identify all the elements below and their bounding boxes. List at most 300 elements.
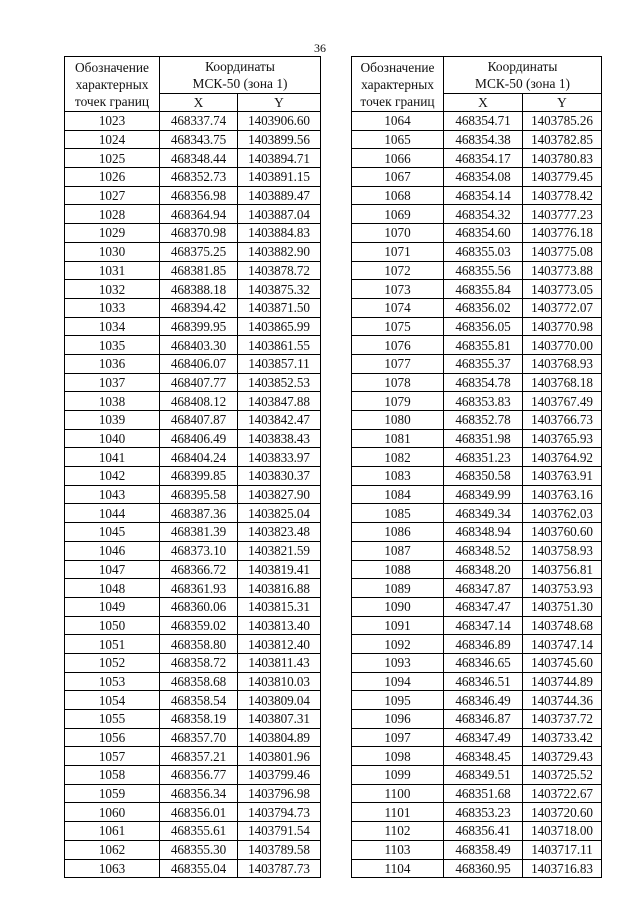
y-coordinate-cell: 1403766.73 [523, 411, 602, 430]
table-row [352, 261, 602, 280]
point-id-cell: 1070 [352, 224, 444, 243]
y-coordinate-cell: 1403780.83 [523, 149, 602, 168]
y-coordinate-cell: 1403744.89 [523, 672, 602, 691]
x-coordinate-cell: 468349.51 [444, 766, 523, 785]
point-id-cell: 1083 [352, 467, 444, 486]
y-coordinate-cell: 1403811.43 [238, 653, 321, 672]
table-row [65, 579, 321, 598]
point-id-cell: 1026 [65, 168, 160, 187]
x-coordinate-cell: 468406.49 [160, 429, 238, 448]
y-coordinate-cell: 1403772.07 [523, 298, 602, 317]
point-id-cell: 1032 [65, 280, 160, 299]
y-coordinate-cell: 1403785.26 [523, 112, 602, 131]
point-id-cell: 1024 [65, 130, 160, 149]
x-coordinate-cell: 468348.20 [444, 560, 523, 579]
y-coordinate-cell: 1403865.99 [238, 317, 321, 336]
header-name-line: точек границ [360, 93, 435, 109]
point-id-cell: 1092 [352, 635, 444, 654]
x-coordinate-cell: 468350.58 [444, 467, 523, 486]
point-id-cell: 1104 [352, 859, 444, 878]
x-coordinate-cell: 468347.14 [444, 616, 523, 635]
y-coordinate-cell: 1403763.91 [523, 467, 602, 486]
y-coordinate-cell: 1403720.60 [523, 803, 602, 822]
point-id-cell: 1052 [65, 653, 160, 672]
point-id-cell: 1073 [352, 280, 444, 299]
table-row [65, 784, 321, 803]
x-coordinate-cell: 468349.99 [444, 485, 523, 504]
y-coordinate-cell: 1403823.48 [238, 523, 321, 542]
x-coordinate-cell: 468395.58 [160, 485, 238, 504]
point-id-cell: 1103 [352, 840, 444, 859]
table-row [65, 672, 321, 691]
y-coordinate-cell: 1403894.71 [238, 149, 321, 168]
point-id-cell: 1056 [65, 728, 160, 747]
x-coordinate-cell: 468356.41 [444, 822, 523, 841]
table-row [352, 635, 602, 654]
x-coordinate-cell: 468359.02 [160, 616, 238, 635]
point-id-cell: 1095 [352, 691, 444, 710]
y-coordinate-cell: 1403871.50 [238, 298, 321, 317]
x-coordinate-cell: 468354.08 [444, 168, 523, 187]
point-id-cell: 1071 [352, 242, 444, 261]
x-coordinate-cell: 468354.14 [444, 186, 523, 205]
y-coordinate-cell: 1403906.60 [238, 112, 321, 131]
x-coordinate-cell: 468394.42 [160, 298, 238, 317]
table-row [352, 242, 602, 261]
point-id-cell: 1027 [65, 186, 160, 205]
table-row [352, 186, 602, 205]
point-id-cell: 1093 [352, 653, 444, 672]
point-id-cell: 1050 [65, 616, 160, 635]
point-id-cell: 1055 [65, 710, 160, 729]
x-coordinate-cell: 468355.37 [444, 354, 523, 373]
point-id-cell: 1066 [352, 149, 444, 168]
point-id-cell: 1085 [352, 504, 444, 523]
point-id-cell: 1074 [352, 298, 444, 317]
x-coordinate-cell: 468407.87 [160, 411, 238, 430]
table-row [352, 859, 602, 878]
point-id-cell: 1031 [65, 261, 160, 280]
y-coordinate-cell: 1403882.90 [238, 242, 321, 261]
y-coordinate-cell: 1403768.18 [523, 373, 602, 392]
point-id-cell: 1054 [65, 691, 160, 710]
table-row [352, 523, 602, 542]
x-coordinate-cell: 468355.04 [160, 859, 238, 878]
table-row [65, 392, 321, 411]
point-id-cell: 1041 [65, 448, 160, 467]
table-row [352, 448, 602, 467]
table-row [352, 710, 602, 729]
table-row [352, 747, 602, 766]
y-coordinate-cell: 1403756.81 [523, 560, 602, 579]
table-row [352, 766, 602, 785]
header-name-line: Обозначение [75, 59, 149, 75]
x-coordinate-cell: 468356.34 [160, 784, 238, 803]
point-id-cell: 1063 [65, 859, 160, 878]
x-coordinate-cell: 468355.61 [160, 822, 238, 841]
x-coordinate-cell: 468348.44 [160, 149, 238, 168]
y-coordinate-cell: 1403816.88 [238, 579, 321, 598]
table-row [65, 448, 321, 467]
point-id-cell: 1053 [65, 672, 160, 691]
table-row [65, 616, 321, 635]
x-coordinate-cell: 468343.75 [160, 130, 238, 149]
point-id-cell: 1045 [65, 523, 160, 542]
table-row [352, 336, 602, 355]
x-coordinate-cell: 468381.39 [160, 523, 238, 542]
coordinates-table-left [64, 56, 321, 878]
header-y: Y [523, 94, 602, 112]
table-row [65, 859, 321, 878]
x-coordinate-cell: 468354.71 [444, 112, 523, 131]
y-coordinate-cell: 1403789.58 [238, 840, 321, 859]
point-id-cell: 1082 [352, 448, 444, 467]
table-row [65, 635, 321, 654]
point-id-cell: 1087 [352, 541, 444, 560]
y-coordinate-cell: 1403838.43 [238, 429, 321, 448]
x-coordinate-cell: 468351.98 [444, 429, 523, 448]
y-coordinate-cell: 1403744.36 [523, 691, 602, 710]
point-id-cell: 1025 [65, 149, 160, 168]
point-id-cell: 1072 [352, 261, 444, 280]
x-coordinate-cell: 468352.78 [444, 411, 523, 430]
table-row [352, 205, 602, 224]
table-row [352, 504, 602, 523]
table-row [65, 467, 321, 486]
y-coordinate-cell: 1403813.40 [238, 616, 321, 635]
table-row [352, 280, 602, 299]
table-row [65, 747, 321, 766]
y-coordinate-cell: 1403819.41 [238, 560, 321, 579]
y-coordinate-cell: 1403716.83 [523, 859, 602, 878]
y-coordinate-cell: 1403857.11 [238, 354, 321, 373]
y-coordinate-cell: 1403770.00 [523, 336, 602, 355]
y-coordinate-cell: 1403825.04 [238, 504, 321, 523]
x-coordinate-cell: 468356.02 [444, 298, 523, 317]
x-coordinate-cell: 468346.51 [444, 672, 523, 691]
point-id-cell: 1038 [65, 392, 160, 411]
header-coordinates [160, 57, 321, 94]
table-row [65, 261, 321, 280]
point-id-cell: 1079 [352, 392, 444, 411]
y-coordinate-cell: 1403778.42 [523, 186, 602, 205]
table-row [352, 392, 602, 411]
y-coordinate-cell: 1403751.30 [523, 597, 602, 616]
x-coordinate-cell: 468346.87 [444, 710, 523, 729]
x-coordinate-cell: 468346.49 [444, 691, 523, 710]
table-row [65, 429, 321, 448]
table-row [65, 317, 321, 336]
table-row [65, 130, 321, 149]
y-coordinate-cell: 1403748.68 [523, 616, 602, 635]
point-id-cell: 1075 [352, 317, 444, 336]
x-coordinate-cell: 468357.70 [160, 728, 238, 747]
x-coordinate-cell: 468348.94 [444, 523, 523, 542]
point-id-cell: 1099 [352, 766, 444, 785]
header-x: X [444, 94, 523, 112]
table-row [352, 579, 602, 598]
point-id-cell: 1100 [352, 784, 444, 803]
point-id-cell: 1068 [352, 186, 444, 205]
point-id-cell: 1043 [65, 485, 160, 504]
point-id-cell: 1077 [352, 354, 444, 373]
header-coord-line: Координаты [487, 59, 558, 74]
y-coordinate-cell: 1403884.83 [238, 224, 321, 243]
x-coordinate-cell: 468375.25 [160, 242, 238, 261]
table-row [352, 224, 602, 243]
table-row [352, 691, 602, 710]
table-row [352, 429, 602, 448]
table-row [352, 149, 602, 168]
x-coordinate-cell: 468358.54 [160, 691, 238, 710]
x-coordinate-cell: 468370.98 [160, 224, 238, 243]
point-id-cell: 1046 [65, 541, 160, 560]
x-coordinate-cell: 468358.80 [160, 635, 238, 654]
x-coordinate-cell: 468355.03 [444, 242, 523, 261]
table-row [352, 541, 602, 560]
table-row [352, 112, 602, 131]
y-coordinate-cell: 1403833.97 [238, 448, 321, 467]
y-coordinate-cell: 1403765.93 [523, 429, 602, 448]
table-row [352, 803, 602, 822]
x-coordinate-cell: 468348.45 [444, 747, 523, 766]
point-id-cell: 1098 [352, 747, 444, 766]
y-coordinate-cell: 1403760.60 [523, 523, 602, 542]
x-coordinate-cell: 468349.34 [444, 504, 523, 523]
table-row [65, 168, 321, 187]
x-coordinate-cell: 468348.52 [444, 541, 523, 560]
point-id-cell: 1040 [65, 429, 160, 448]
point-id-cell: 1094 [352, 672, 444, 691]
table-row [65, 485, 321, 504]
table-row [65, 373, 321, 392]
table-row [352, 485, 602, 504]
header-point-designation [65, 57, 160, 112]
point-id-cell: 1084 [352, 485, 444, 504]
y-coordinate-cell: 1403810.03 [238, 672, 321, 691]
point-id-cell: 1047 [65, 560, 160, 579]
header-coordinates [444, 57, 602, 94]
x-coordinate-cell: 468337.74 [160, 112, 238, 131]
x-coordinate-cell: 468360.06 [160, 597, 238, 616]
table-row [65, 766, 321, 785]
y-coordinate-cell: 1403861.55 [238, 336, 321, 355]
table-row [65, 691, 321, 710]
point-id-cell: 1059 [65, 784, 160, 803]
y-coordinate-cell: 1403809.04 [238, 691, 321, 710]
table-row [65, 822, 321, 841]
point-id-cell: 1064 [352, 112, 444, 131]
point-id-cell: 1065 [352, 130, 444, 149]
y-coordinate-cell: 1403796.98 [238, 784, 321, 803]
x-coordinate-cell: 468347.87 [444, 579, 523, 598]
y-coordinate-cell: 1403768.93 [523, 354, 602, 373]
x-coordinate-cell: 468356.01 [160, 803, 238, 822]
y-coordinate-cell: 1403733.42 [523, 728, 602, 747]
point-id-cell: 1023 [65, 112, 160, 131]
table-row [65, 710, 321, 729]
table-row [65, 186, 321, 205]
y-coordinate-cell: 1403773.05 [523, 280, 602, 299]
table-row [352, 298, 602, 317]
y-coordinate-cell: 1403799.46 [238, 766, 321, 785]
table-row [352, 130, 602, 149]
table-row [65, 653, 321, 672]
x-coordinate-cell: 468351.68 [444, 784, 523, 803]
point-id-cell: 1034 [65, 317, 160, 336]
table-row [352, 317, 602, 336]
table-row [65, 242, 321, 261]
point-id-cell: 1035 [65, 336, 160, 355]
point-id-cell: 1081 [352, 429, 444, 448]
x-coordinate-cell: 468347.47 [444, 597, 523, 616]
x-coordinate-cell: 468364.94 [160, 205, 238, 224]
x-coordinate-cell: 468353.83 [444, 392, 523, 411]
x-coordinate-cell: 468351.23 [444, 448, 523, 467]
y-coordinate-cell: 1403794.73 [238, 803, 321, 822]
y-coordinate-cell: 1403776.18 [523, 224, 602, 243]
point-id-cell: 1057 [65, 747, 160, 766]
table-row [65, 149, 321, 168]
x-coordinate-cell: 468373.10 [160, 541, 238, 560]
table-row [352, 653, 602, 672]
table-row [352, 560, 602, 579]
point-id-cell: 1061 [65, 822, 160, 841]
point-id-cell: 1029 [65, 224, 160, 243]
y-coordinate-cell: 1403827.90 [238, 485, 321, 504]
y-coordinate-cell: 1403804.89 [238, 728, 321, 747]
point-id-cell: 1028 [65, 205, 160, 224]
point-id-cell: 1042 [65, 467, 160, 486]
y-coordinate-cell: 1403773.88 [523, 261, 602, 280]
header-name-line: характерных [75, 76, 149, 92]
point-id-cell: 1076 [352, 336, 444, 355]
point-id-cell: 1080 [352, 411, 444, 430]
y-coordinate-cell: 1403830.37 [238, 467, 321, 486]
y-coordinate-cell: 1403777.23 [523, 205, 602, 224]
y-coordinate-cell: 1403821.59 [238, 541, 321, 560]
point-id-cell: 1086 [352, 523, 444, 542]
point-id-cell: 1067 [352, 168, 444, 187]
point-id-cell: 1058 [65, 766, 160, 785]
x-coordinate-cell: 468408.12 [160, 392, 238, 411]
table-row [65, 541, 321, 560]
table-row [65, 224, 321, 243]
x-coordinate-cell: 468361.93 [160, 579, 238, 598]
table-row [65, 504, 321, 523]
table-row [65, 112, 321, 131]
y-coordinate-cell: 1403878.72 [238, 261, 321, 280]
table-row [65, 411, 321, 430]
table-row [65, 560, 321, 579]
point-id-cell: 1078 [352, 373, 444, 392]
table-row [65, 840, 321, 859]
header-coord-line: Координаты [205, 59, 275, 74]
x-coordinate-cell: 468355.81 [444, 336, 523, 355]
x-coordinate-cell: 468354.32 [444, 205, 523, 224]
x-coordinate-cell: 468356.05 [444, 317, 523, 336]
x-coordinate-cell: 468354.17 [444, 149, 523, 168]
y-coordinate-cell: 1403737.72 [523, 710, 602, 729]
header-name-line: характерных [361, 76, 434, 92]
coordinates-table-right [351, 56, 602, 878]
table-row [352, 597, 602, 616]
table-row [65, 205, 321, 224]
header-coord-line: МСК-50 (зона 1) [475, 76, 570, 91]
x-coordinate-cell: 468347.49 [444, 728, 523, 747]
x-coordinate-cell: 468356.98 [160, 186, 238, 205]
y-coordinate-cell: 1403889.47 [238, 186, 321, 205]
point-id-cell: 1060 [65, 803, 160, 822]
x-coordinate-cell: 468354.78 [444, 373, 523, 392]
y-coordinate-cell: 1403782.85 [523, 130, 602, 149]
x-coordinate-cell: 468354.38 [444, 130, 523, 149]
header-coord-line: МСК-50 (зона 1) [192, 76, 288, 91]
y-coordinate-cell: 1403762.03 [523, 504, 602, 523]
y-coordinate-cell: 1403842.47 [238, 411, 321, 430]
y-coordinate-cell: 1403847.88 [238, 392, 321, 411]
x-coordinate-cell: 468353.23 [444, 803, 523, 822]
table-row [65, 803, 321, 822]
table-row [352, 616, 602, 635]
x-coordinate-cell: 468388.18 [160, 280, 238, 299]
x-coordinate-cell: 468346.65 [444, 653, 523, 672]
y-coordinate-cell: 1403775.08 [523, 242, 602, 261]
y-coordinate-cell: 1403745.60 [523, 653, 602, 672]
table-row [352, 467, 602, 486]
y-coordinate-cell: 1403815.31 [238, 597, 321, 616]
y-coordinate-cell: 1403722.67 [523, 784, 602, 803]
y-coordinate-cell: 1403891.15 [238, 168, 321, 187]
point-id-cell: 1102 [352, 822, 444, 841]
y-coordinate-cell: 1403779.45 [523, 168, 602, 187]
header-name-line: точек границ [74, 93, 150, 109]
y-coordinate-cell: 1403725.52 [523, 766, 602, 785]
point-id-cell: 1088 [352, 560, 444, 579]
table-row [352, 728, 602, 747]
y-coordinate-cell: 1403718.00 [523, 822, 602, 841]
y-coordinate-cell: 1403787.73 [238, 859, 321, 878]
y-coordinate-cell: 1403875.32 [238, 280, 321, 299]
x-coordinate-cell: 468399.95 [160, 317, 238, 336]
table-row [352, 784, 602, 803]
point-id-cell: 1090 [352, 597, 444, 616]
x-coordinate-cell: 468387.36 [160, 504, 238, 523]
y-coordinate-cell: 1403899.56 [238, 130, 321, 149]
x-coordinate-cell: 468346.89 [444, 635, 523, 654]
y-coordinate-cell: 1403801.96 [238, 747, 321, 766]
table-row [352, 840, 602, 859]
point-id-cell: 1096 [352, 710, 444, 729]
table-row [65, 597, 321, 616]
header-y: Y [238, 94, 321, 112]
y-coordinate-cell: 1403887.04 [238, 205, 321, 224]
point-id-cell: 1049 [65, 597, 160, 616]
header-point-designation [352, 57, 444, 112]
table-row [352, 672, 602, 691]
y-coordinate-cell: 1403852.53 [238, 373, 321, 392]
point-id-cell: 1062 [65, 840, 160, 859]
x-coordinate-cell: 468403.30 [160, 336, 238, 355]
point-id-cell: 1036 [65, 354, 160, 373]
table-row [352, 822, 602, 841]
x-coordinate-cell: 468399.85 [160, 467, 238, 486]
x-coordinate-cell: 468360.95 [444, 859, 523, 878]
point-id-cell: 1037 [65, 373, 160, 392]
table-row [65, 298, 321, 317]
header-x: X [160, 94, 238, 112]
y-coordinate-cell: 1403753.93 [523, 579, 602, 598]
